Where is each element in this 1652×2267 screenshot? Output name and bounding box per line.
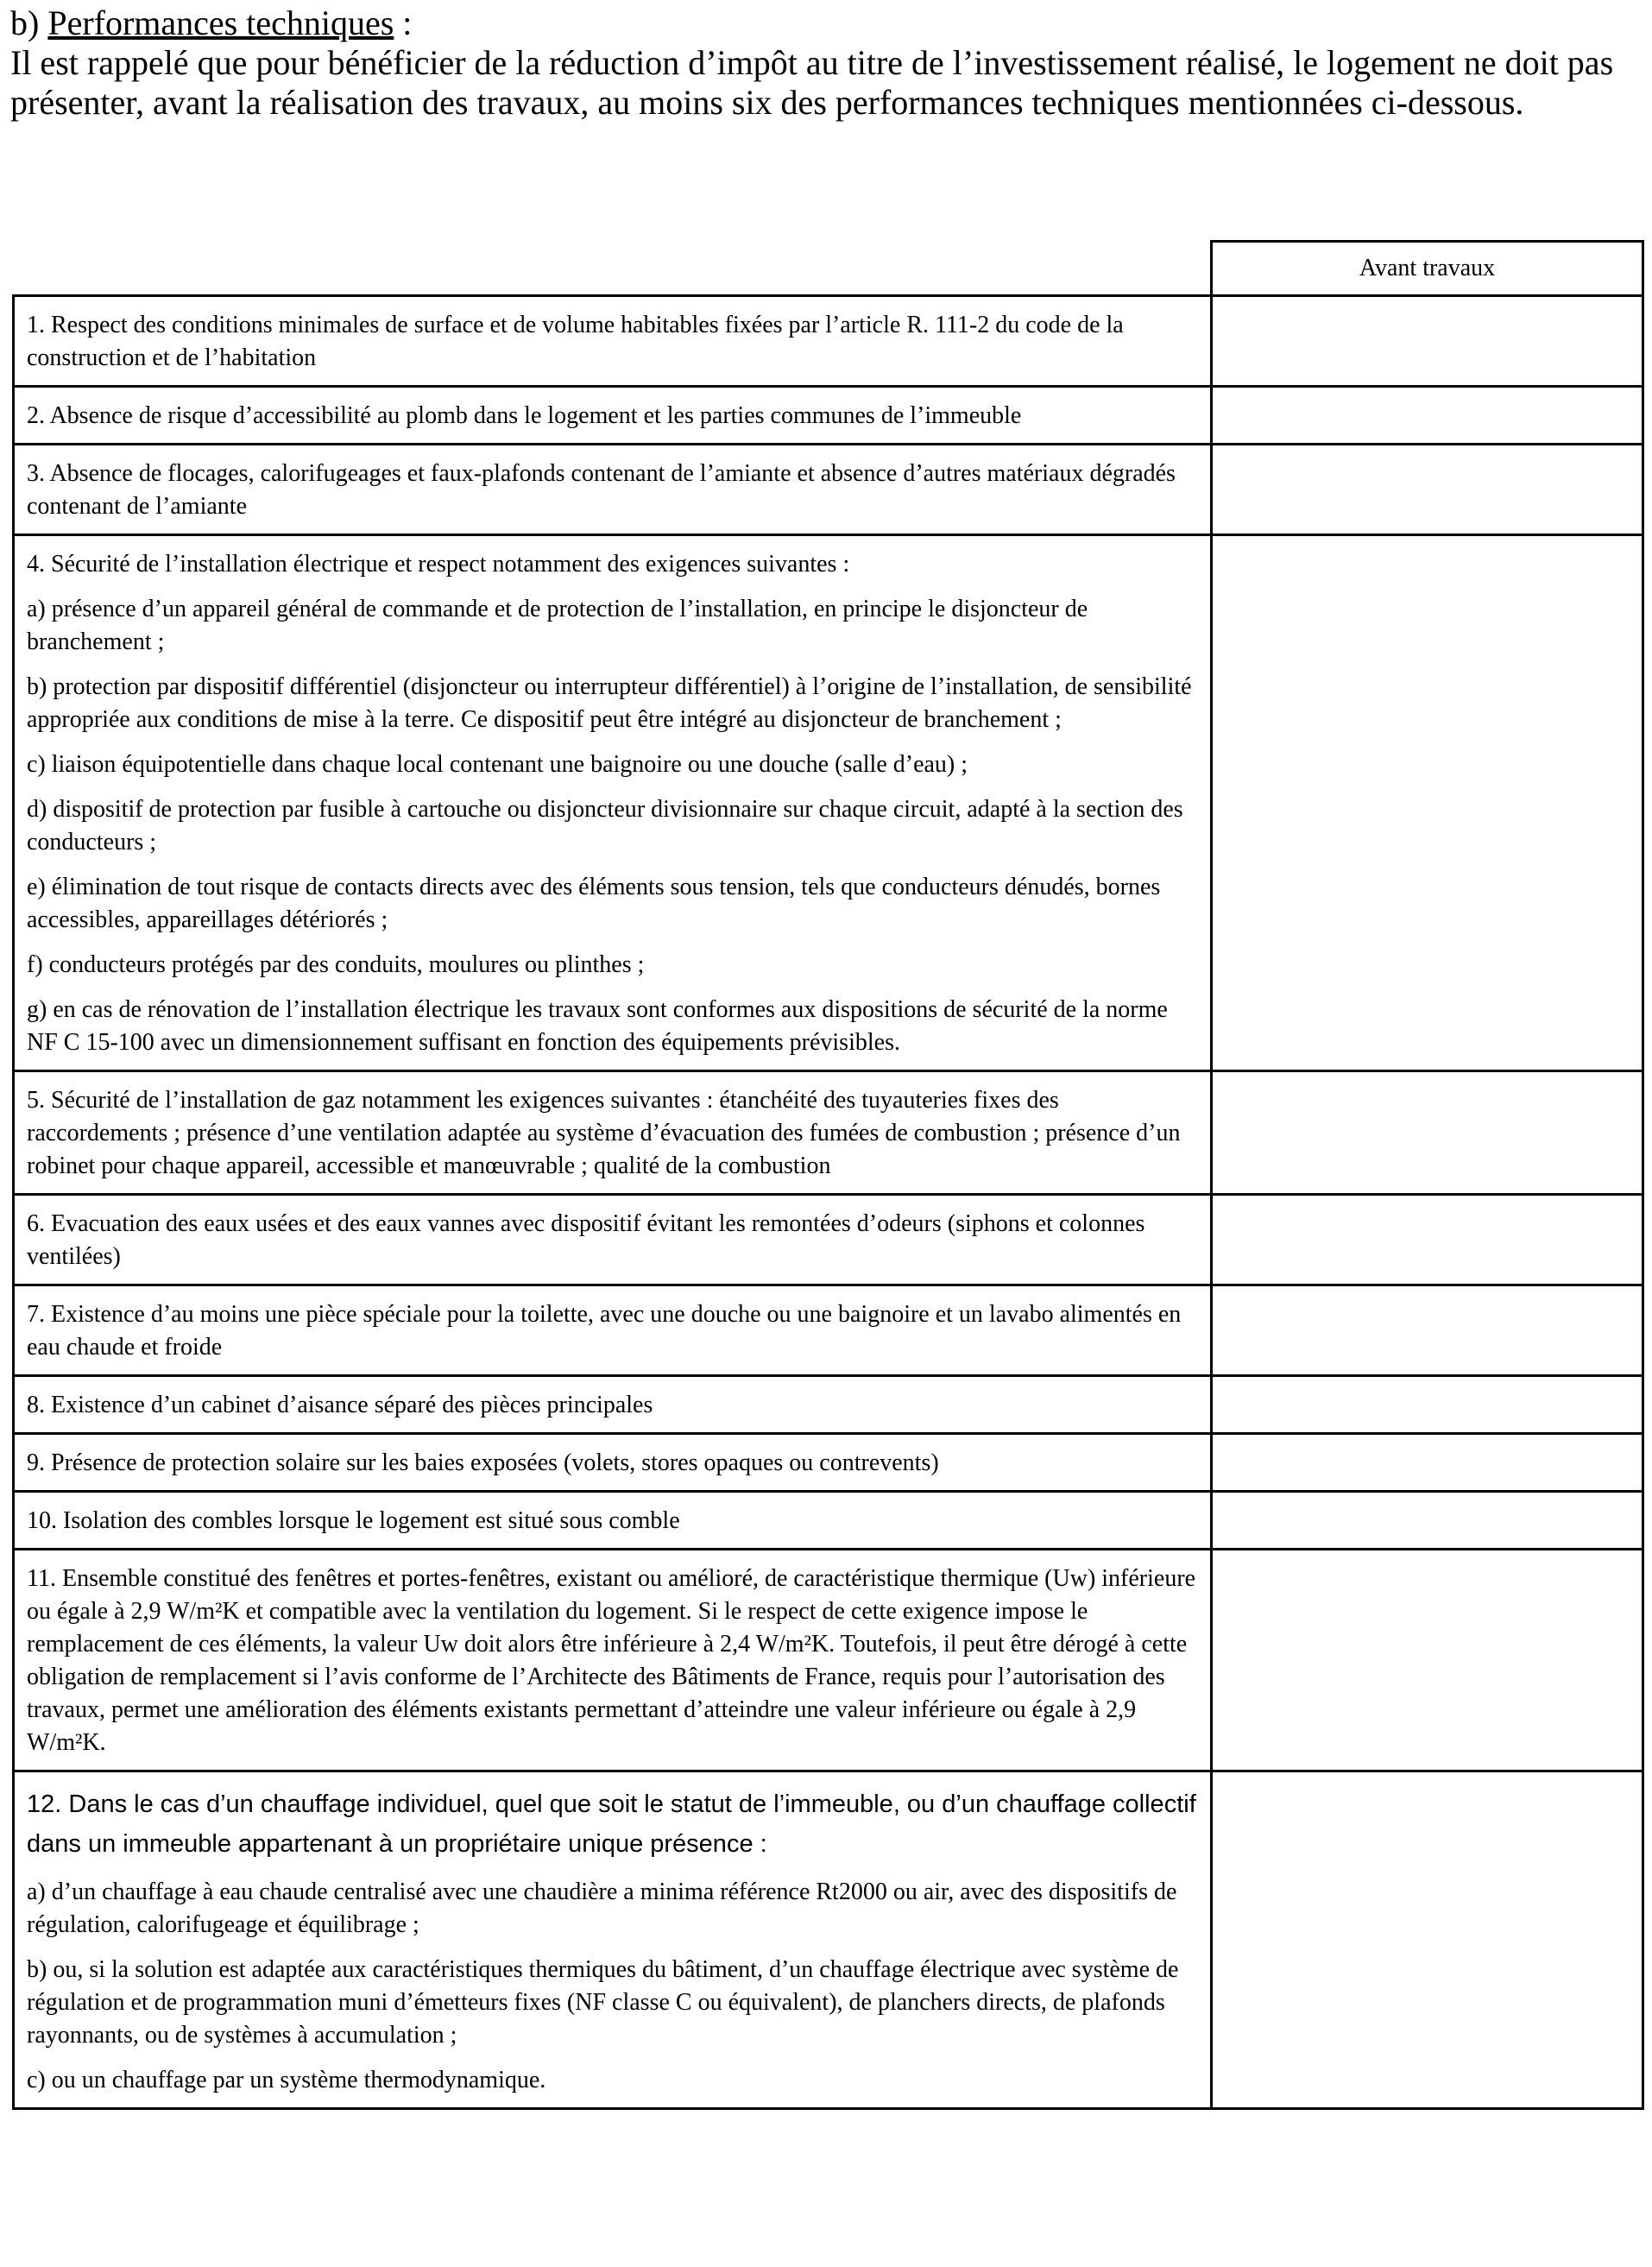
- criterion-subitem: b) protection par dispositif différentiel (disjoncteur ou interrupteur différentiel) à l’origine de l’installation, de sensibilité appropriée aux conditions de mise à la terre. Ce dispositif peut être intégré au disjoncteur de branchement ;: [27, 673, 1192, 733]
- section-heading: [10, 3, 1642, 123]
- criterion-cell: [14, 1550, 1212, 1771]
- avant-travaux-cell[interactable]: [1212, 445, 1643, 535]
- criterion-subitem: a) d’un chauffage à eau chaude centralisé avec une chaudière a minima référence Rt2000 ou air, avec des dispositifs de régulation, calorifugeage et équilibrage ;: [27, 1879, 1177, 1938]
- avant-travaux-cell[interactable]: [1212, 535, 1643, 1071]
- criterion-text: 1. Respect des conditions minimales de surface et de volume habitables fixées par l’article R. 111-2 du code de la construction et de l’habitation: [27, 312, 1124, 371]
- criterion-text: 4. Sécurité de l’installation électrique et respect notamment des exigences suivantes :: [27, 551, 850, 578]
- criterion-text: 10. Isolation des combles lorsque le logement est situé sous comble: [27, 1507, 680, 1534]
- table-header-row: [14, 242, 1643, 296]
- criterion-cell: [14, 1071, 1212, 1195]
- avant-travaux-cell[interactable]: [1212, 1434, 1643, 1492]
- avant-travaux-cell[interactable]: [1212, 1492, 1643, 1550]
- criterion-subitem: b) ou, si la solution est adaptée aux caractéristiques thermiques du bâtiment, d’un chauffage électrique avec système de régulation et de programmation muni d’émetteurs fixes (NF classe C ou équivalent), de planchers directs, de plafonds rayonnants, ou de systèmes à accumulation ;: [27, 1956, 1179, 2049]
- avant-travaux-cell[interactable]: [1212, 296, 1643, 387]
- table-row: [14, 296, 1643, 387]
- criterion-subitem: g) en cas de rénovation de l’installation électrique les travaux sont conformes aux dispositions de sécurité de la norme NF C 15-100 avec un dimensionnement suffisant en fonction des équipements prévisibles.: [27, 996, 1168, 1056]
- criterion-text: 8. Existence d’un cabinet d’aisance séparé des pièces principales: [27, 1392, 653, 1418]
- criterion-cell: [14, 1492, 1212, 1550]
- criterion-text: 5. Sécurité de l’installation de gaz notamment les exigences suivantes : étanchéité des tuyauteries fixes des raccordements ; présence d’une ventilation adaptée au système d’évacuation des fumées de combustion ; présence d’un robinet pour chaque appareil, accessible et manœuvrable ; qualité de la combustion: [27, 1087, 1181, 1179]
- criterion-cell: [14, 296, 1212, 387]
- table-row: [14, 445, 1643, 535]
- section-prefix: b): [10, 3, 48, 42]
- criterion-text: 3. Absence de flocages, calorifugeages et faux-plafonds contenant de l’amiante et absence d’autres matériaux dégradés contenant de l’amiante: [27, 460, 1176, 520]
- avant-travaux-cell[interactable]: [1212, 1071, 1643, 1195]
- criterion-text: 11. Ensemble constitué des fenêtres et portes-fenêtres, existant ou amélioré, de caractéristique thermique (Uw) inférieure ou égale à 2,9 W/m²K et compatible avec la ventilation du logement. Si le respect de cette exigence impose le remplacement de ces éléments, la valeur Uw doit alors être inférieure à 2,4 W/m²K. Toutefois, il peut être dérogé à cette obligation de remplacement si l’avis conforme de l’Architecte des Bâtiments de France, requis pour l’autorisation des travaux, permet une amélioration des éléments existants permettant d’atteindre une valeur inférieure ou égale à 2,9 W/m²K.: [27, 1565, 1196, 1756]
- criterion-cell: [14, 1376, 1212, 1434]
- criterion-text: 2. Absence de risque d’accessibilité au plomb dans le logement et les parties communes de l’immeuble: [27, 402, 1022, 429]
- criterion-cell: [14, 535, 1212, 1071]
- table-row: [14, 1550, 1643, 1771]
- criterion-cell: [14, 1285, 1212, 1376]
- avant-travaux-cell[interactable]: [1212, 1376, 1643, 1434]
- criterion-subitem: a) présence d’un appareil général de commande et de protection de l’installation, en principe le disjoncteur de branchement ;: [27, 596, 1088, 655]
- criterion-subitem: c) ou un chauffage par un système thermodynamique.: [27, 2067, 546, 2093]
- table-row: [14, 387, 1643, 445]
- criterion-text: 9. Présence de protection solaire sur les baies exposées (volets, stores opaques ou contrevents): [27, 1449, 939, 1476]
- section-title-line: [10, 3, 1642, 43]
- section-suffix: :: [394, 3, 413, 42]
- criterion-cell: [14, 387, 1212, 445]
- avant-travaux-cell[interactable]: [1212, 1771, 1643, 2109]
- table-row: [14, 1071, 1643, 1195]
- criterion-subitem: c) liaison équipotentielle dans chaque local contenant une baignoire ou une douche (salle d’eau) ;: [27, 751, 968, 778]
- section-title: Performances techniques: [47, 3, 394, 42]
- criterion-text: 12. Dans le cas d’un chauffage individuel, quel que soit le statut de l’immeuble, ou d’un chauffage collectif dans un immeuble appartenant à un propriétaire unique présence :: [27, 1790, 1196, 1858]
- criterion-cell: [14, 1771, 1212, 2109]
- criterion-cell: [14, 1434, 1212, 1492]
- avant-travaux-cell[interactable]: [1212, 1550, 1643, 1771]
- table-row: [14, 1492, 1643, 1550]
- avant-travaux-cell[interactable]: [1212, 1285, 1643, 1376]
- table-body: [14, 296, 1643, 2109]
- criterion-subitem: d) dispositif de protection par fusible à cartouche ou disjoncteur divisionnaire sur chaque circuit, adapté à la section des conducteurs ;: [27, 796, 1183, 856]
- criterion-subitem: e) élimination de tout risque de contacts directs avec des éléments sous tension, tels que conducteurs dénudés, bornes accessibles, appareillages détériorés ;: [27, 874, 1161, 933]
- table-row: [14, 1195, 1643, 1285]
- criterion-subitem: f) conducteurs protégés par des conduits, moulures ou plinthes ;: [27, 951, 645, 978]
- criterion-cell: [14, 445, 1212, 535]
- column-header-avant-travaux: Avant travaux: [1212, 242, 1643, 296]
- table-row: [14, 1376, 1643, 1434]
- avant-travaux-cell[interactable]: [1212, 1195, 1643, 1285]
- header-blank-cell: [14, 242, 1212, 296]
- performance-table: [12, 240, 1644, 2110]
- section-intro: Il est rappelé que pour bénéficier de la réduction d’impôt au titre de l’investissement réalisé, le logement ne doit pas présenter, avant la réalisation des travaux, au moins six des performances techniques mentionnées ci-dessous.: [10, 43, 1614, 122]
- criterion-text: 6. Evacuation des eaux usées et des eaux vannes avec dispositif évitant les remontées d’odeurs (siphons et colonnes ventilées): [27, 1210, 1145, 1270]
- criterion-cell: [14, 1195, 1212, 1285]
- table-row: [14, 1434, 1643, 1492]
- criterion-text: 7. Existence d’au moins une pièce spéciale pour la toilette, avec une douche ou une baignoire et un lavabo alimentés en eau chaude et froide: [27, 1301, 1182, 1361]
- avant-travaux-cell[interactable]: [1212, 387, 1643, 445]
- table-row: [14, 535, 1643, 1071]
- table-row: [14, 1771, 1643, 2109]
- table-row: [14, 1285, 1643, 1376]
